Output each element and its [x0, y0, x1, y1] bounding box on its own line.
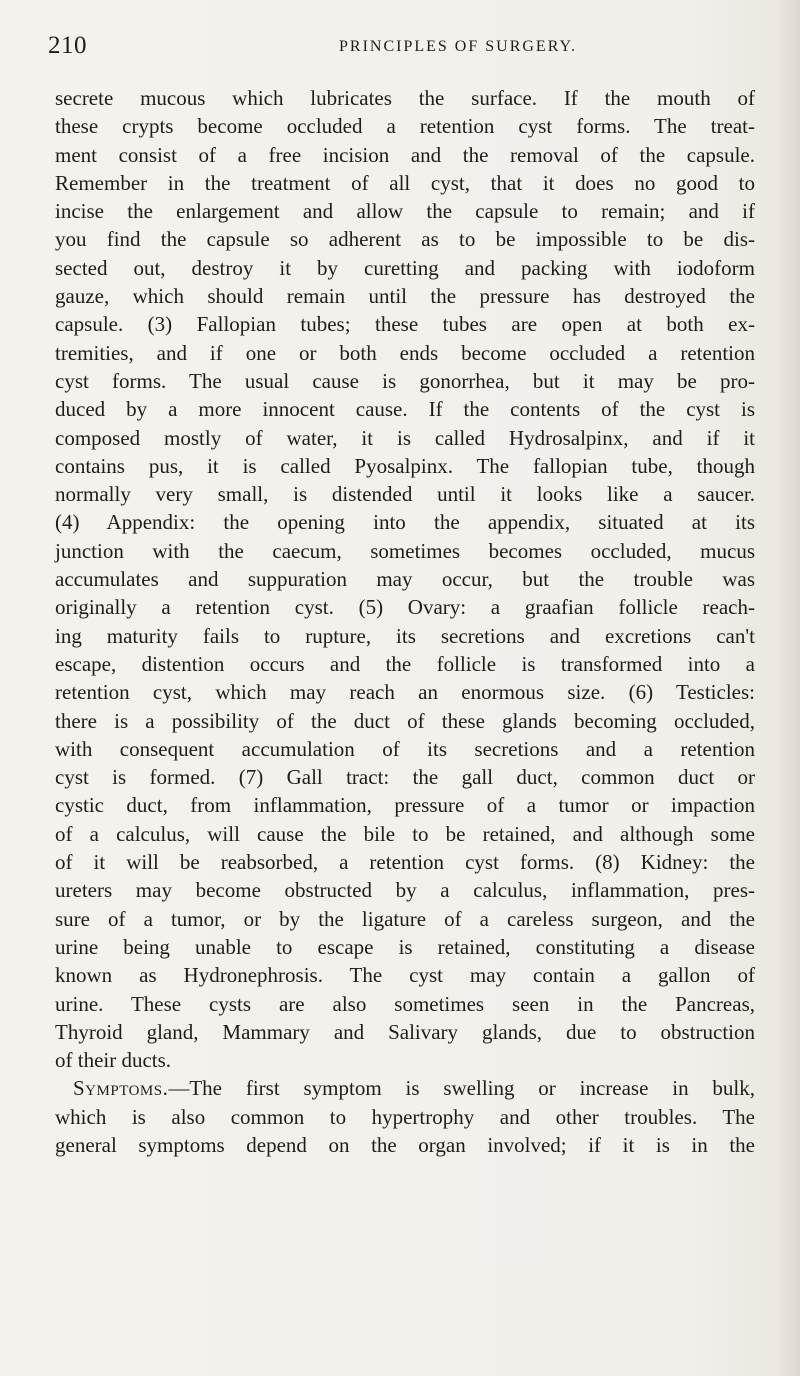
text-line: secrete mucous which lubricates the surface. If the mouth of	[55, 86, 755, 110]
text-line: (4) Appendix: the opening into the appendix, situated at its	[55, 510, 755, 535]
text-line: originally a retention cyst. (5) Ovary: a graafian follicle reach-	[55, 595, 755, 620]
text-line: normally very small, is distended until it looks like a saucer.	[55, 482, 755, 507]
text-line: cyst forms. The usual cause is gonorrhea, but it may be pro-	[55, 368, 755, 393]
text-line: retention cyst, which may reach an enormous size. (6) Testicles:	[55, 680, 755, 705]
text-line: incise the enlargement and allow the capsule to remain; and if	[55, 199, 755, 224]
text-line: cystic duct, from inflammation, pressure of a tumor or impaction	[55, 793, 755, 818]
text-line: general symptoms depend on the organ involved; if it is in the	[55, 1132, 755, 1157]
text-line: escape, distention occurs and the follicle is transformed into a	[55, 651, 755, 676]
symptoms-first-line-text: —The first symptom is swelling or increase in bulk,	[168, 1076, 755, 1101]
symptoms-heading: Symptoms.	[73, 1076, 169, 1101]
text-line: Thyroid gland, Mammary and Salivary glands, due to obstruction	[55, 1019, 755, 1044]
text-line: cyst is formed. (7) Gall tract: the gall duct, common duct or	[55, 765, 755, 790]
text-line: there is a possibility of the duct of these glands becoming occluded,	[55, 708, 755, 733]
text-line: known as Hydronephrosis. The cyst may contain a gallon of	[55, 963, 755, 988]
text-line: Remember in the treatment of all cyst, that it does no good to	[55, 170, 755, 195]
text-line: you find the capsule so adherent as to be impossible to be dis-	[55, 227, 755, 252]
body-text	[55, 84, 755, 1159]
text-line: accumulates and suppuration may occur, but the trouble was	[55, 567, 755, 592]
text-line: ment consist of a free incision and the removal of the capsule.	[55, 142, 755, 167]
text-line: of it will be reabsorbed, a retention cyst forms. (8) Kidney: the	[55, 850, 755, 875]
running-head: PRINCIPLES OF SURGERY.	[339, 38, 577, 55]
text-line: junction with the caecum, sometimes becomes occluded, mucus	[55, 538, 755, 563]
text-line: of their ducts.	[55, 1048, 172, 1073]
text-line: urine. These cysts are also sometimes seen in the Pancreas,	[55, 991, 755, 1016]
text-line: contains pus, it is called Pyosalpinx. The fallopian tube, though	[55, 453, 755, 478]
text-line: ing maturity fails to rupture, its secretions and excretions can't	[55, 623, 755, 648]
text-line: with consequent accumulation of its secretions and a retention	[55, 736, 755, 761]
text-line: capsule. (3) Fallopian tubes; these tubes are open at both ex-	[55, 312, 755, 337]
page-header	[48, 32, 748, 62]
text-line: ureters may become obstructed by a calculus, inflammation, pres-	[55, 878, 755, 903]
text-line: urine being unable to escape is retained, constituting a disease	[55, 934, 755, 959]
page-number: 210	[48, 32, 87, 59]
text-line: duced by a more innocent cause. If the contents of the cyst is	[55, 397, 755, 422]
text-line: sected out, destroy it by curetting and packing with iodoform	[55, 255, 755, 280]
text-line: which is also common to hypertrophy and other troubles. The	[55, 1104, 755, 1129]
text-line: tremities, and if one or both ends become occluded a retention	[55, 340, 755, 365]
text-line: of a calculus, will cause the bile to be retained, and although some	[55, 821, 755, 846]
text-line: these crypts become occluded a retention cyst forms. The treat-	[55, 114, 755, 139]
text-line: gauze, which should remain until the pressure has destroyed the	[55, 284, 755, 309]
symptoms-paragraph-first-line	[55, 1074, 755, 1102]
text-line: sure of a tumor, or by the ligature of a careless surgeon, and the	[55, 906, 755, 931]
text-line: composed mostly of water, it is called Hydrosalpinx, and if it	[55, 425, 755, 450]
